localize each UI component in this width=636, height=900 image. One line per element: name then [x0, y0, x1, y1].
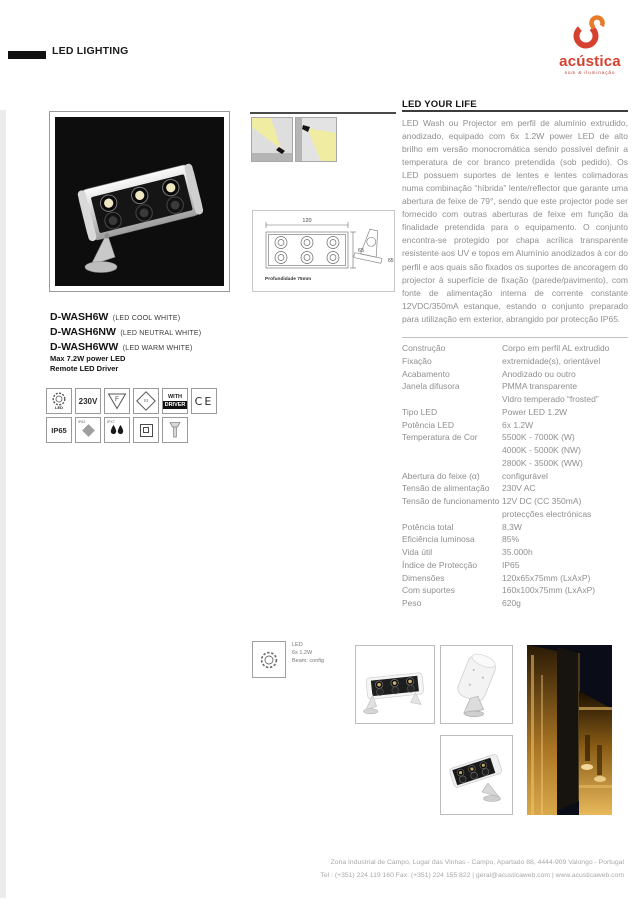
spec-row: [402, 394, 628, 407]
with-driver-badge: [162, 388, 188, 414]
driver-note: Remote LED Driver: [50, 364, 119, 373]
voltage-label: 230V: [78, 396, 98, 406]
spec-row: [402, 432, 628, 445]
footer: [204, 856, 624, 882]
fixture-angle-photo: [444, 739, 509, 811]
model-variant: (LED NEUTRAL WHITE): [120, 330, 202, 337]
spec-table: [402, 343, 628, 611]
description-paragraph: LED Wash ou Projector em perfil de alumínio extrudido, anodizado, equipado com 6x 1.2W power LED de alto brilho em versão monocromática sendo possível definir a temperatura de cor branco pretendida (sob pedido). Os LED possuem suportes de lentes e lentes colimadoras numa combinação “híbrida” lente/reflector que garante uma abertura de feixe de 79°, sendo que este projector pode ser fornecido com outras aberturas de feixe em função da finalidade pretendida para o equipamento. O conjunto encontra-se protegido por chapa acrílica transparente resistente aos UV e topos em Alumínio anodizados à cor do perfil e aos quais são fixados os suportes de ancoragem do projector à superfície de fixação (parede/pavimento), com fonte de alimentação interna de corrente constante 12VDC/350mA estanque, estando o conjunto preparado para utilização em exterior, abrangido por protecção IP65.: [402, 118, 628, 324]
spec-value: protecções electrónicas: [502, 508, 592, 519]
class2-square-icon: [140, 424, 153, 437]
spec-row: [402, 381, 628, 394]
dim-width-label: 120: [302, 218, 312, 224]
class2-badge: [133, 417, 159, 443]
model-name: D-WASH6NW: [50, 326, 116, 338]
brand-logo: [548, 12, 632, 75]
spec-value: Power LED 1.2W: [502, 406, 568, 417]
ipx7-badge: [104, 417, 130, 443]
spec-label: Tensão de funcionamento: [402, 496, 500, 506]
product-photo-front: [355, 645, 435, 724]
specs-divider: [402, 337, 628, 338]
ground-stake-badge: [162, 417, 188, 443]
max-power-note: Max 7.2W power LED: [50, 354, 126, 363]
spec-row: [402, 369, 628, 382]
spec-row: [402, 547, 628, 560]
technical-drawing: [252, 210, 395, 292]
spec-value: 160x100x75mm (LxAxP): [502, 585, 596, 596]
spec-row: [402, 356, 628, 369]
model-name: D-WASH6WW: [50, 341, 119, 353]
spec-value: 8,3W: [502, 521, 522, 532]
beam-up-thumbnail: [251, 117, 293, 162]
spec-row: [402, 343, 628, 356]
spec-value: 620g: [502, 598, 521, 608]
spec-value: Corpo em perfil AL extrudido: [502, 343, 610, 353]
ip65-label: IP65: [51, 425, 67, 435]
spec-value: 5500K - 7000K (W): [502, 432, 575, 443]
badge-row-1: [46, 388, 217, 414]
dim-side-label: 65: [388, 258, 394, 264]
spec-value: 85%: [502, 534, 520, 545]
spec-row: [402, 522, 628, 535]
ip65-badge: [46, 417, 72, 443]
spec-value: IP65: [502, 559, 520, 570]
spec-label: Tensão de alimentação: [402, 483, 490, 494]
spec-label: Vida útil: [402, 547, 433, 557]
dim-height-label: 65: [358, 248, 365, 254]
beam-down-thumbnail: [295, 117, 337, 162]
dimension-drawing: [252, 210, 395, 292]
led-lens-icon: [260, 651, 278, 669]
spec-row: [402, 496, 628, 509]
spec-row: [402, 585, 628, 598]
led-summary-line1: LED: [292, 642, 303, 648]
section-title: LED YOUR LIFE: [402, 99, 477, 110]
product-photo-rear: [440, 645, 513, 724]
spec-value: 120x65x75mm (LxAxP): [502, 572, 591, 583]
ip63-label: IP63: [78, 420, 86, 424]
ground-diamond-icon: [82, 424, 95, 437]
page-edge-strip: [0, 110, 6, 898]
class3-label: III: [144, 398, 148, 403]
spec-value: Vidro temperado “frosted”: [502, 394, 599, 404]
application-night-photo: [527, 645, 612, 815]
spec-row: [402, 407, 628, 420]
spec-value: configurável: [502, 470, 548, 481]
spec-label: [402, 509, 502, 522]
category-title: LED LIGHTING: [52, 45, 129, 57]
brand-tagline: som & iluminação: [564, 70, 616, 75]
product-hero-image: [55, 117, 224, 286]
f-symbol-badge: [104, 388, 130, 414]
spec-row: [402, 509, 628, 522]
brand-swirl-icon: [571, 12, 609, 50]
spec-label: [402, 445, 502, 458]
header-bar: [8, 51, 46, 59]
spec-value: 4000K - 5000K (NW): [502, 445, 581, 455]
product-title: [50, 340, 270, 355]
spec-label: Temperatura de Cor: [402, 432, 478, 443]
spec-row: [402, 483, 628, 496]
spec-label: Acabamento: [402, 368, 450, 379]
class3-badge: [133, 388, 159, 414]
led-badge: [46, 388, 72, 414]
led-wash-fixture-illustration: [55, 117, 224, 286]
spec-row: [402, 458, 628, 471]
water-drops-icon: [110, 425, 124, 436]
spec-value: extremidade(s), orientável: [502, 355, 601, 366]
power-notes: [50, 354, 125, 374]
spec-value: 230V AC: [502, 483, 536, 494]
spec-value: Anodizado ou outro: [502, 368, 576, 379]
spec-value: 35.000h: [502, 547, 533, 557]
ce-mark-label: CE: [194, 394, 214, 408]
ip63-badge: [75, 417, 101, 443]
product-title: [50, 310, 270, 325]
ipx7-label: IPX7: [107, 420, 115, 424]
spec-label: Com suportes: [402, 585, 455, 596]
spec-label: Potência total: [402, 521, 454, 532]
fixture-rear-photo: [444, 649, 509, 720]
led-summary-text: [292, 642, 324, 665]
spec-label: [402, 458, 502, 471]
spec-label: Tipo LED: [402, 406, 438, 417]
spec-value: 6x 1.2W: [502, 419, 534, 430]
badge-row-2: [46, 417, 188, 443]
spec-row: [402, 534, 628, 547]
stake-icon: [168, 421, 182, 439]
led-summary-line2: 6x 1.2W: [292, 649, 313, 656]
led-badge-label: LED: [55, 405, 63, 410]
lit-facade-image: [527, 645, 612, 815]
spec-label: [402, 394, 502, 407]
spec-label: Construção: [402, 343, 446, 353]
spec-row: [402, 598, 628, 611]
footer-contacts: Tel : (+351) 224 119 160 Fax: (+351) 224 155 822 | geral@acusticaweb.com | www.acusticaweb.com: [320, 872, 624, 879]
f-symbol-label: F: [115, 396, 119, 403]
depth-note: Profundidade 75mm: [265, 277, 312, 282]
spec-row: [402, 445, 628, 458]
uplight-beam-icon: [252, 118, 292, 161]
spec-value: 12V DC (CC 350mA): [502, 496, 582, 506]
spec-label: Peso: [402, 598, 422, 608]
spec-label: Eficiência luminosa: [402, 534, 475, 545]
spec-row: [402, 420, 628, 433]
product-title: [50, 325, 270, 340]
footer-address: Zona Industrial de Campo, Lugar das Vinhas - Campo, Apartado 88, 4444-909 Valongo - Portugal: [330, 859, 624, 866]
spec-value: 2800K - 3500K (WW): [502, 457, 583, 468]
model-variant: (LED COOL WHITE): [112, 315, 181, 322]
with-label: WITH: [167, 393, 183, 400]
spec-label: Potência LED: [402, 419, 454, 430]
ce-badge: [191, 388, 217, 414]
led-lens-icon: [52, 392, 66, 406]
voltage-badge: [75, 388, 101, 414]
spec-label: Janela difusora: [402, 381, 460, 392]
product-titles: [50, 310, 270, 355]
downlight-beam-icon: [296, 118, 336, 161]
led-summary-line3: Beam: config: [292, 657, 325, 664]
spec-label: Abertura do feixe (α): [402, 470, 480, 481]
fixture-front-photo: [359, 649, 431, 720]
spec-value: PMMA transparente: [502, 381, 578, 392]
product-hero-frame: [49, 111, 230, 292]
beam-section-rule: [250, 112, 396, 114]
driver-label: DRIVER: [164, 401, 186, 408]
model-variant: (LED WARM WHITE): [122, 345, 193, 352]
product-photo-angle: [440, 735, 513, 815]
led-summary-box: [252, 641, 286, 678]
spec-row: [402, 560, 628, 573]
spec-label: Índice de Protecção: [402, 559, 478, 570]
brand-name: acústica: [559, 53, 621, 70]
spec-row: [402, 471, 628, 484]
section-title-rule: [402, 110, 628, 112]
spec-label: Fixação: [402, 355, 432, 366]
model-name: D-WASH6W: [50, 311, 109, 323]
spec-row: [402, 573, 628, 586]
spec-label: Dimensões: [402, 572, 445, 583]
